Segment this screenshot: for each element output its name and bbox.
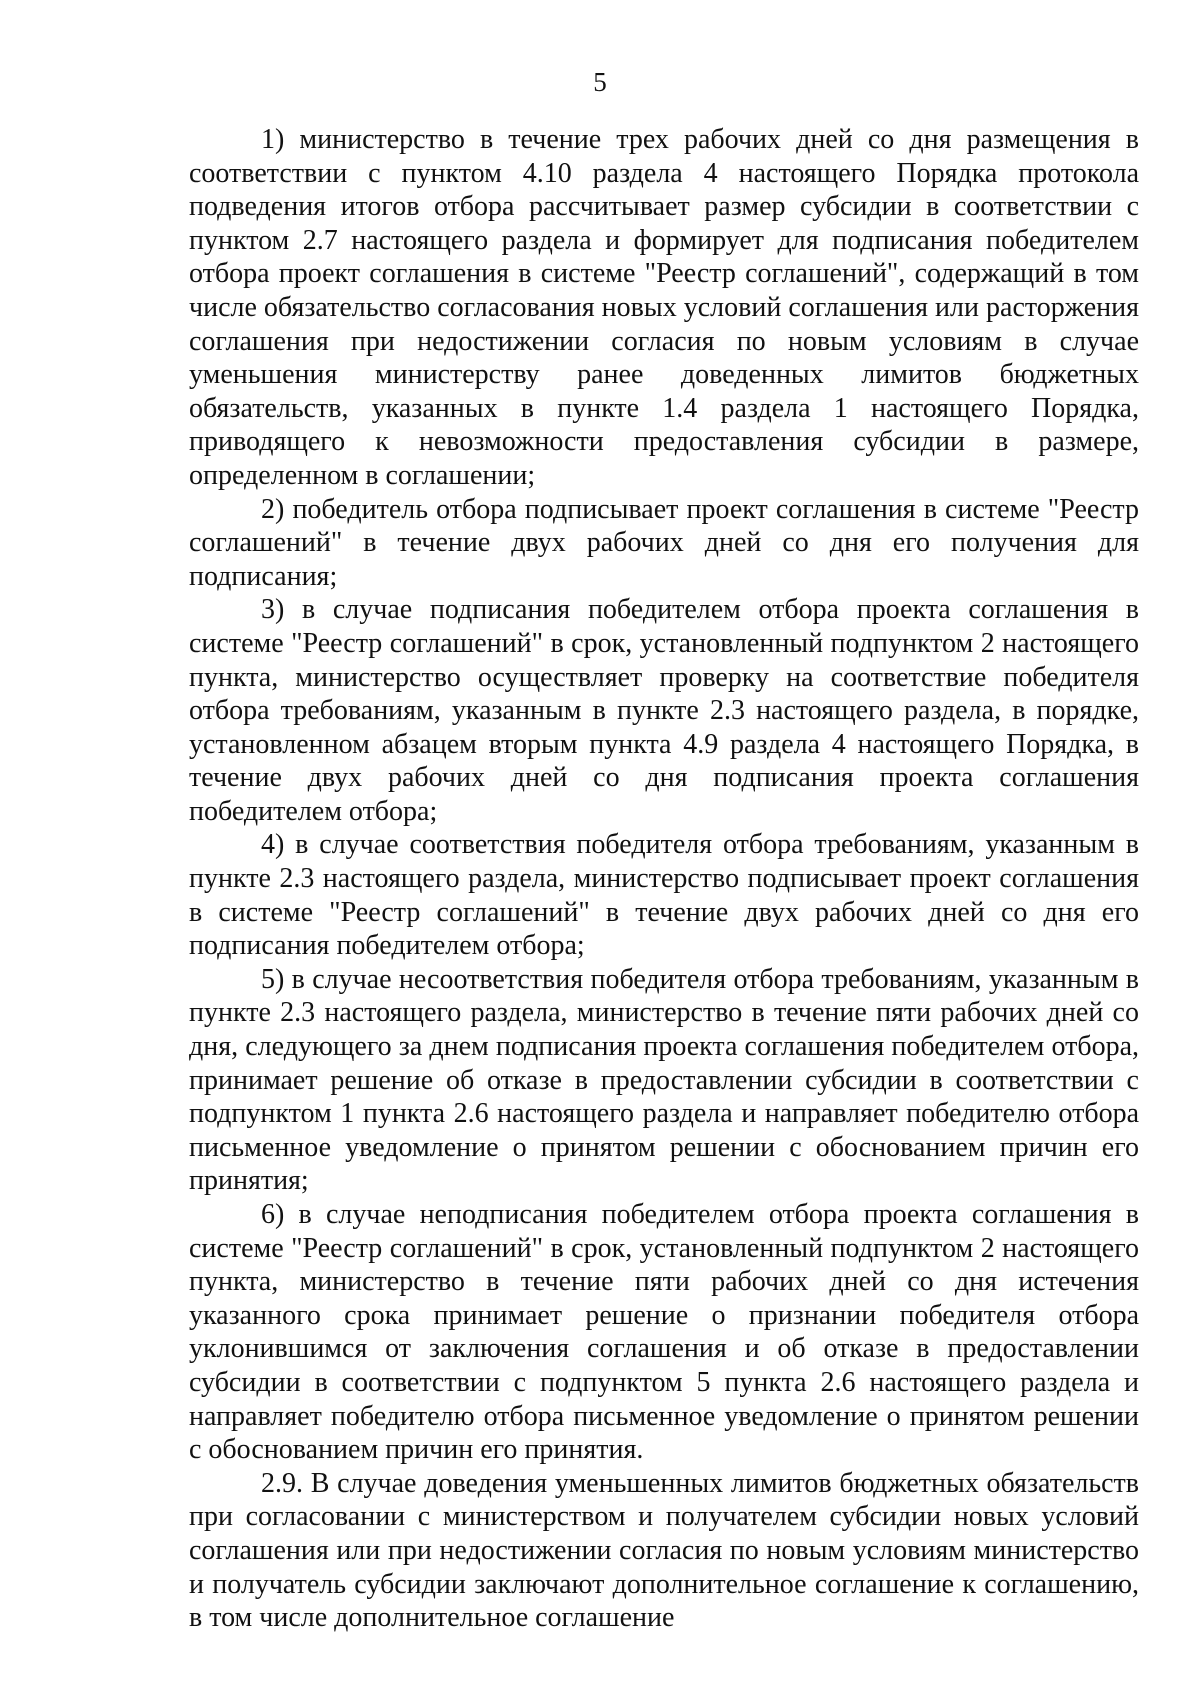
paragraph-subitem-2: 2) победитель отбора подписывает проект соглашения в системе "Реестр соглашений" в течение двух рабочих дней со дня его получения для подписания; — [189, 493, 1139, 592]
paragraph-subitem-5: 5) в случае несоответствия победителя отбора требованиям, указанным в пункте 2.3 настоящего раздела, министерство в течение пяти рабочих дней со дня, следующего за днем подписания проекта соглашения победителем отбора, принимает решение об отказе в предоставлении субсидии в соответствии с подпунктом 1 пункта 2.6 настоящего раздела и направляет победителю отбора письменное уведомление о принятом решении с обоснованием причин его принятия; — [189, 963, 1139, 1197]
paragraph-subitem-6: 6) в случае неподписания победителем отбора проекта соглашения в системе "Реестр соглашений" в срок, установленный подпунктом 2 настоящего пункта, министерство в течение пяти рабочих дней со дня истечения указанного срока принимает решение о признании победителя отбора уклонившимся от заключения соглашения и об отказе в предоставлении субсидии в соответствии с подпунктом 5 пункта 2.6 настоящего раздела и направляет победителю отбора письменное уведомление о принятом решении с обоснованием причин его принятия. — [189, 1199, 1139, 1466]
paragraph-section-2-9: 2.9. В случае доведения уменьшенных лимитов бюджетных обязательств при согласовании с министерством и получателем субсидии новых условий соглашения или при недостижении согласия по новым условиям министерство и получатель субсидии заключают дополнительное соглашение к соглашению, в том числе дополнительное соглашение — [189, 1467, 1139, 1634]
document-body — [189, 123, 1139, 1635]
paragraph-subitem-3: 3) в случае подписания победителем отбора проекта соглашения в системе "Реестр соглашений" в срок, установленный подпунктом 2 настоящего пункта, министерство осуществляет проверку на соответствие победителя отбора требованиям, указанным в пункте 2.3 настоящего раздела, в порядке, установленном абзацем вторым пункта 4.9 раздела 4 настоящего Порядка, в течение двух рабочих дней со дня подписания проекта соглашения победителем отбора; — [189, 594, 1139, 827]
paragraph-subitem-4: 4) в случае соответствия победителя отбора требованиям, указанным в пункте 2.3 настоящего раздела, министерство подписывает проект соглашения в системе "Реестр соглашений" в течение двух рабочих дней со дня его подписания победителем отбора; — [189, 829, 1139, 962]
paragraph-subitem-1: 1) министерство в течение трех рабочих дней со дня размещения в соответствии с пунктом 4.10 раздела 4 настоящего Порядка протокола подведения итогов отбора рассчитывает размер субсидии в соответствии с пунктом 2.7 настоящего раздела и формирует для подписания победителем отбора проект соглашения в системе "Реестр соглашений", содержащий в том числе обязательство согласования новых условий соглашения или расторжения соглашения при недостижении согласия по новым условиям в случае уменьшения министерству ранее доведенных лимитов бюджетных обязательств, указанных в пункте 1.4 раздела 1 настоящего Порядка, приводящего к невозможности предоставления субсидии в размере, определенном в соглашении; — [189, 124, 1139, 491]
page-number: 5 — [593, 67, 607, 97]
